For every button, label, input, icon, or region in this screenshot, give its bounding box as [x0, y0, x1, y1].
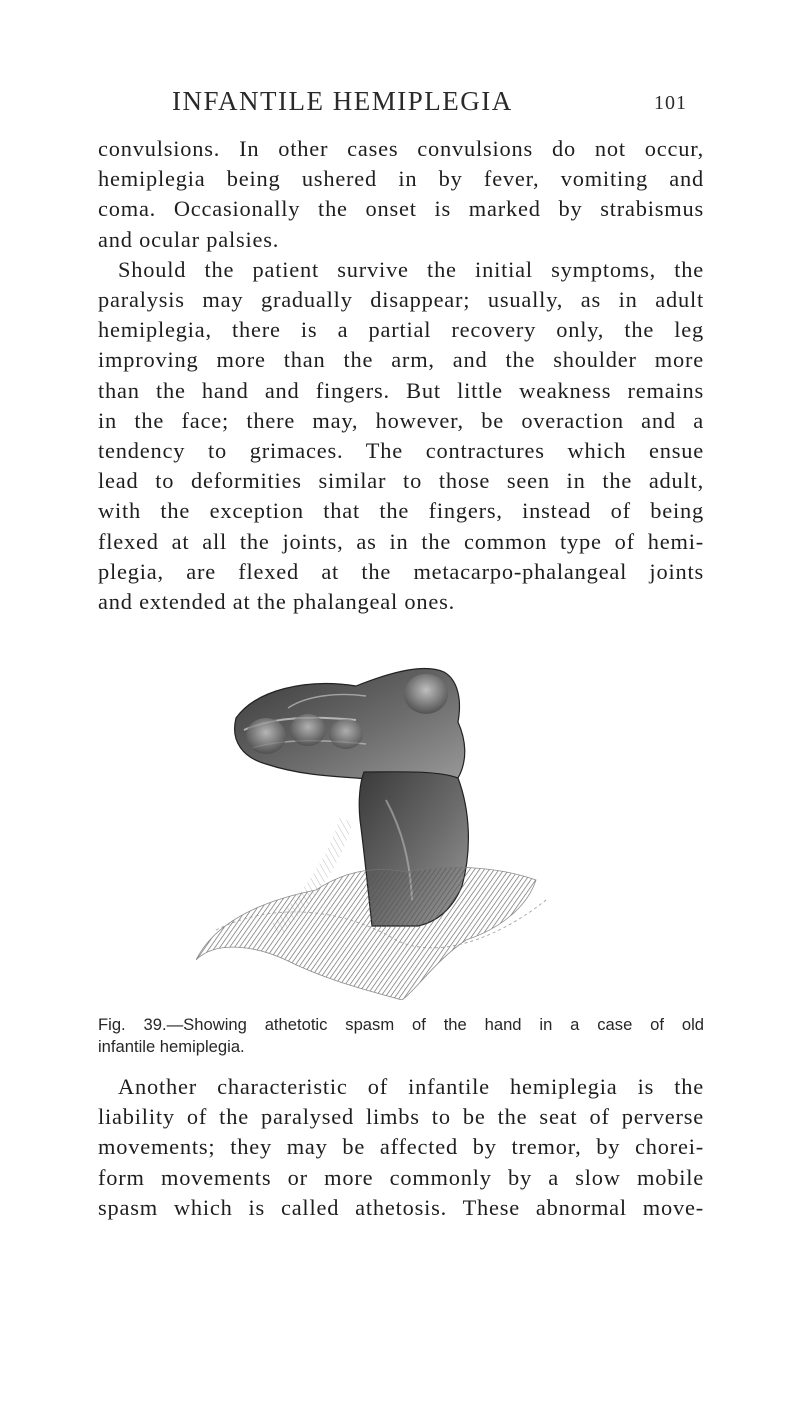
text-line: form movements or more commonly by a slow mobile	[98, 1164, 704, 1190]
paragraph-bottom	[98, 1072, 704, 1223]
text-line: in the face; there may, however, be overaction and a	[98, 407, 704, 433]
hand-illustration	[196, 660, 556, 1000]
text-line: tendency to grimaces. The contractures which ensue	[98, 438, 704, 464]
text-line: convulsions. In other cases convulsions do not occur,	[98, 136, 704, 161]
text-line: paralysis may gradually disappear; usually, as in adult	[98, 287, 704, 313]
text-line: improving more than the arm, and the shoulder more	[98, 347, 704, 373]
caption-line: Fig. 39.—Showing athetotic spasm of the hand in a case of old	[98, 1015, 704, 1034]
page-number: 101	[654, 92, 687, 114]
caption-line: infantile hemiplegia.	[98, 1037, 245, 1056]
text-line: than the hand and fingers. But little weakness remains	[98, 377, 704, 403]
text-line: lead to deformities similar to those seen in the adult,	[98, 468, 704, 494]
text-line: spasm which is called athetosis. These abnormal move-	[98, 1194, 704, 1220]
running-head	[0, 86, 800, 126]
text-line: coma. Occasionally the onset is marked by strabismus	[98, 196, 704, 222]
text-line: and extended at the phalangeal ones.	[98, 589, 456, 615]
text-line: Another characteristic of infantile hemiplegia is the	[118, 1074, 704, 1099]
text-line: liability of the paralysed limbs to be the seat of perverse	[98, 1104, 704, 1130]
text-line: Should the patient survive the initial symptoms, the	[118, 256, 704, 282]
figure-caption	[98, 1014, 704, 1058]
text-line: movements; they may be affected by tremor, by chorei-	[98, 1134, 704, 1160]
running-title: INFANTILE HEMIPLEGIA	[172, 86, 513, 116]
paragraph-top	[98, 134, 704, 617]
text-line: with the exception that the fingers, instead of being	[98, 498, 704, 524]
text-line: plegia, are flexed at the metacarpo-phalangeal joints	[98, 558, 704, 584]
text-line: flexed at all the joints, as in the common type of hemi-	[98, 528, 704, 554]
text-line: hemiplegia being ushered in by fever, vomiting and	[98, 166, 704, 192]
figure-athetotic-hand	[196, 660, 556, 1060]
forearm-drape	[196, 867, 536, 1000]
text-line: and ocular palsies.	[98, 226, 280, 252]
text-line: hemiplegia, there is a partial recovery only, the leg	[98, 317, 704, 343]
